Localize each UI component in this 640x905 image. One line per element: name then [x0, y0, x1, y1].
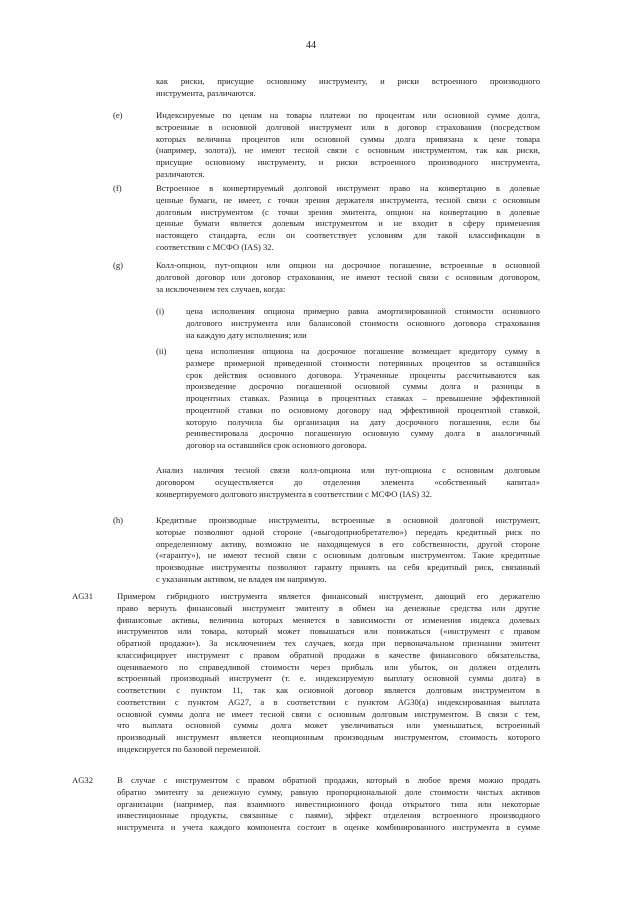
text-line: инструмента и учета каждого компонента состоит в оценке комбинированного инструмента в сумме	[117, 822, 540, 832]
text-line: встроенные в основной долговой инструмент или в договор страхования (посредством	[156, 121, 540, 132]
item-marker-e: (e)	[113, 110, 123, 120]
text-line: Индексируемые по ценам на товары платежи по процентам или основной сумме долга,	[156, 110, 540, 120]
subitem-marker-i: (i)	[156, 306, 165, 316]
section-marker-ag31: AG31	[72, 591, 94, 601]
item-marker-f: (f)	[113, 183, 122, 193]
text-line: соответствии с пунктом 11, так как основной договор является долговым инструментом в	[117, 685, 540, 695]
text-line: произведение досрочно погашенной основной суммы долга и разницы в	[186, 381, 540, 392]
text-line: обратно эмитенту за денежную сумму, равную пропорциональной доле стоимости чистых активов	[117, 786, 540, 797]
text-line: долговым инструментом (с точки зрения эмитента, опцион на конвертацию в долевые	[156, 206, 540, 217]
text-line: определенному активу, возможно не находящемуся в его собственности, другой стороне	[156, 538, 540, 549]
text-line: договор на оставшийся срок основного договора.	[186, 440, 367, 450]
text-line: на каждую дату исполнения; или	[186, 329, 307, 340]
text-line: инструментов или товара, который может повышаться или понижаться («инструмент с правом	[117, 626, 540, 637]
text-line: производные инструменты позволяют гаранту принять на себя кредитный риск, связанный	[156, 562, 540, 572]
text-line: с указанным активом, не владея им напрямую.	[156, 573, 327, 584]
text-line: долгового инструмента или балансовой стоимости основного договора страхования	[186, 317, 540, 328]
text-line: Примером гибридного инструмента является финансовый инструмент, дающий его держателю	[117, 591, 540, 601]
item-g-after-paragraph	[156, 465, 540, 500]
text-line: классифицирует инструмент с правом обратной продажи в качестве финансового обязательства,	[117, 649, 540, 660]
text-line: ценные бумаги является долевым инструментом и не входит в сферу применения	[156, 218, 540, 229]
section-ag32-paragraph	[117, 775, 540, 834]
text-line: («гаранту»), не имеют тесной связи с основным долговым инструментом. Такие кредитные	[156, 550, 540, 561]
item-marker-h: (h)	[113, 515, 124, 525]
text-line: за исключением тех случаев, когда:	[156, 283, 286, 294]
item-marker-g: (g)	[113, 260, 124, 270]
text-line: что выплата основной суммы долга может увеличиваться или уменьшаться, встроенный	[117, 720, 540, 731]
subitem-ii-paragraph	[186, 346, 540, 452]
text-line: производный инструмент является неопционным производным инструментом, стоимость которого	[117, 732, 540, 742]
text-line: присущие основному инструменту, и риски встроенного производного инструмента,	[156, 157, 540, 167]
text-line: (например, золота)), не имеют тесной связи с основным инструментом, так как риски,	[156, 145, 540, 156]
text-line: ценные бумаги, не имеет, с точки зрения держателя инструмента, тесной связи с основным	[156, 194, 540, 205]
text-line: которых величина процентов или основной суммы долга привязана к цене товара	[156, 133, 540, 144]
text-line: которые позволяют одной стороне («выгодоприобретателю») передать кредитный риск по	[156, 526, 540, 537]
text-line: Встроенное в конвертируемый долговой инструмент право на конвертацию в долевые	[156, 183, 540, 193]
text-line: процентной ставки по основному договору над эффективной процентной ставкой,	[186, 404, 540, 415]
section-ag31-paragraph	[117, 591, 540, 756]
text-line: процентных ставках. Разница в процентных ставках – превышение эффективной	[186, 393, 540, 403]
text-line: организации (например, пая взаимного инвестиционного фонда открытого типа или некоторые	[117, 798, 540, 809]
item-f-paragraph	[156, 183, 540, 254]
text-line: долговой договор или договор страхования, не имеют тесной связи с основным договором,	[156, 271, 540, 282]
page-number: 44	[306, 40, 316, 51]
text-line: обратной продажи»). За исключением тех случаев, когда при первоначальном признании эмитент	[117, 638, 540, 648]
text-line: конвертируемого долгового инструмента в соответствии с МСФО (IAS) 32.	[156, 488, 433, 499]
text-line: как риски, присущие основному инструменту, и риски встроенного производного	[156, 76, 540, 86]
text-line: основной суммы долга не имеет тесной связи с основным долговым инструментом. В связи с тем,	[117, 708, 540, 719]
text-line: различаются.	[156, 168, 205, 179]
text-line: договором осуществляется до отделения элемента «собственный капитал»	[156, 476, 540, 487]
intro-paragraph	[156, 76, 540, 100]
text-line: настоящего стандарта, если он соответствует условиям для такой классификации в	[156, 230, 540, 240]
item-h-paragraph	[156, 515, 540, 586]
text-line: инвестиционные продукты, связанные с паями), эффект отделения встроенного производного	[117, 810, 540, 821]
text-line: цена исполнения опциона на досрочное погашение возмещает кредитору сумму в	[186, 346, 540, 356]
text-line: В случае с инструментом с правом обратной продажи, который в любое время можно продать	[117, 775, 540, 785]
text-line: срок действия основного договора. Утраченные проценты рассчитываются как	[186, 369, 540, 380]
text-line: Анализ наличия тесной связи колл-опциона или пут-опциона с основным долговым	[156, 465, 540, 475]
text-line: соответствии с МСФО (IAS) 32.	[156, 241, 274, 252]
item-g-paragraph	[156, 260, 540, 295]
text-line: размере примерной приведенной стоимости потерянных процентов за оставшийся	[186, 357, 540, 368]
text-line: встроенный производный инструмент (т. е. индексируемую выплату основной суммы долга) в	[117, 673, 540, 684]
section-marker-ag32: AG32	[72, 775, 94, 785]
subitem-i-paragraph	[186, 306, 540, 341]
text-line: финансовые активы, величина которых меняется в зависимости от изменения индекса долевых	[117, 614, 540, 625]
subitem-marker-ii: (ii)	[156, 346, 167, 356]
text-line: которую получила бы организация на дату досрочного погашения, если бы	[186, 416, 540, 427]
text-line: соответствии с пунктом AG27, а в соответствии с пунктом AG30(a) индексированная выплата	[117, 696, 540, 707]
text-line: право вернуть финансовый инструмент эмитенту в обмен на денежные средства или другие	[117, 602, 540, 613]
text-line: цена исполнения опциона примерно равна амортизированной стоимости основного	[186, 306, 540, 316]
text-line: инструмента, различаются.	[156, 87, 256, 98]
item-e-paragraph	[156, 110, 540, 181]
text-line: оцениваемого по справедливой стоимости через прибыль или убыток, он должен отделить	[117, 661, 540, 672]
text-line: индексируется по базовой переменной.	[117, 743, 261, 754]
text-line: реинвестировала досрочно погашенную основную сумму долга в аналогичный	[186, 428, 540, 439]
text-line: Колл-опцион, пут-опцион или опцион на досрочное погашение, встроенные в основной	[156, 260, 540, 270]
text-line: Кредитные производные инструменты, встроенные в основной долговой инструмент,	[156, 515, 540, 525]
